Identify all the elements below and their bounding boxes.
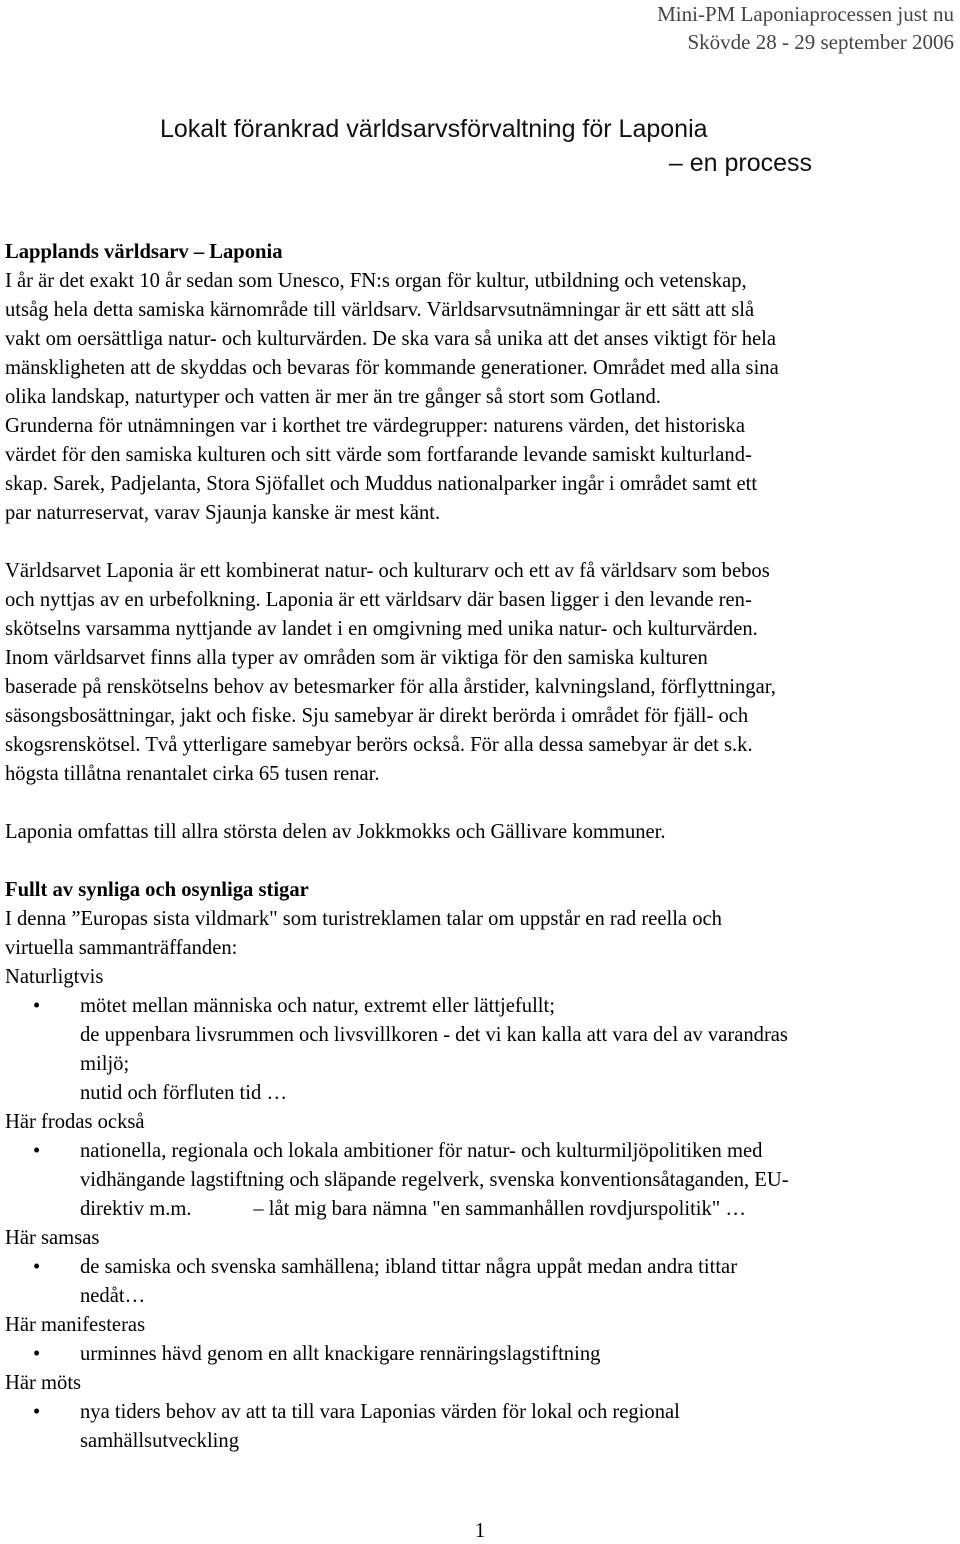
bullet-icon: • (33, 995, 41, 1017)
paragraph-1 (5, 267, 957, 528)
paragraph-line: högsta tillåtna renantalet cirka 65 tusen renar. (5, 763, 380, 785)
paragraph-line: skap. Sarek, Padjelanta, Stora Sjöfallet och Muddus nationalparker ingår i området samt ett (5, 473, 758, 495)
title-line-2: – en process (668, 149, 812, 177)
paragraph-line: mänskligheten att de skyddas och bevaras för kommande generationer. Området med alla sina (5, 357, 779, 379)
section-heading-laponia: Lapplands världsarv – Laponia (5, 241, 283, 263)
bullet-item (5, 1253, 957, 1311)
intro-line: I denna ”Europas sista vildmark" som turistreklamen talar om uppstår en rad reella och (5, 908, 722, 930)
paragraph-line: olika landskap, naturtyper och vatten är mer än tre gånger så stort som Gotland. (5, 386, 661, 408)
header-line-1: Mini-PM Laponiaprocessen just nu (657, 2, 954, 26)
page-number: 1 (474, 1520, 486, 1542)
group-label: Naturligtvis (5, 966, 104, 988)
paragraph-2 (5, 557, 957, 789)
bullet-line: direktiv m.m. – låt mig bara nämna "en sammanhållen rovdjurspolitik" … (80, 1198, 746, 1220)
header-line-2: Skövde 28 - 29 september 2006 (687, 30, 954, 54)
group-label: Här manifesteras (5, 1314, 146, 1336)
bullet-line: mötet mellan människa och natur, extremt eller lättjefullt; (80, 995, 555, 1017)
bullet-item (5, 1137, 957, 1224)
bullet-item (5, 1398, 957, 1456)
group-label: Här möts (5, 1372, 82, 1394)
paragraph-line: Inom världsarvet finns alla typer av områden som är viktiga för den samiska kulturen (5, 647, 708, 669)
bullet-item (5, 1340, 957, 1369)
bullet-line: nedåt… (80, 1285, 146, 1307)
bullet-line: nutid och förfluten tid … (80, 1082, 288, 1104)
bullet-item (5, 992, 957, 1108)
bullet-icon: • (33, 1343, 41, 1365)
paragraph-line: och nyttjas av en urbefolkning. Laponia är ett världsarv där basen ligger i den levande ren- (5, 589, 752, 611)
paragraph-line: par naturreservat, varav Sjaunja kanske är mest känt. (5, 502, 441, 524)
paragraph-line: baserade på renskötselns behov av betesmarker för alla årstider, kalvningsland, förflyttningar, (5, 676, 776, 698)
bullet-line: de uppenbara livsrummen och livsvillkoren - det vi kan kalla att vara del av varandras (80, 1024, 788, 1046)
paragraph-line: Grunderna för utnämningen var i korthet tre värdegrupper: naturens värden, det historiska (5, 415, 745, 437)
bullet-line: urminnes hävd genom en allt knackigare rennäringslagstiftning (80, 1343, 601, 1365)
bullet-line: de samiska och svenska samhällena; ibland tittar några uppåt medan andra tittar (80, 1256, 738, 1278)
paragraph-3: Laponia omfattas till allra största delen av Jokkmokks och Gällivare kommuner. (5, 821, 666, 843)
bullet-line: nya tiders behov av att ta till vara Laponias värden för lokal och regional (80, 1401, 680, 1423)
bullet-line: samhällsutveckling (80, 1430, 239, 1452)
bullet-line: nationella, regionala och lokala ambitioner för natur- och kulturmiljöpolitiken med (80, 1140, 763, 1162)
bullet-icon: • (33, 1256, 41, 1278)
page-header (657, 0, 954, 56)
paragraph-line: värdet för den samiska kulturen och sitt värde som fortfarande levande samiskt kulturland- (5, 444, 752, 466)
paragraph-line: skötselns varsamma nyttjande av landet i en omgivning med unika natur- och kulturvärden. (5, 618, 758, 640)
paragraph-line: säsongsbosättningar, jakt och fiske. Sju samebyar är direkt berörda i området för fjäll- och (5, 705, 749, 727)
bullet-line: miljö; (80, 1053, 130, 1075)
bullet-line: vidhängande lagstiftning och släpande regelverk, svenska konventionsåtaganden, EU- (80, 1169, 789, 1191)
paragraph-line: Världsarvet Laponia är ett kombinerat natur- och kulturarv och ett av få världsarv som bebos (5, 560, 770, 582)
paragraph-line: utsåg hela detta samiska kärnområde till världsarv. Världsarvsutnämningar är ett sätt att slå (5, 299, 755, 321)
paragraph-line: skogsrenskötsel. Två ytterligare samebyar berörs också. För alla dessa samebyar är det s.k. (5, 734, 753, 756)
paragraph-line: vakt om oersättliga natur- och kulturvärden. De ska vara så unika att det anses viktigt för hela (5, 328, 777, 350)
title-line-1: Lokalt förankrad världsarvsförvaltning för Laponia (160, 115, 708, 143)
document-title (160, 112, 812, 180)
group-label: Här frodas också (5, 1111, 145, 1133)
bullet-icon: • (33, 1401, 41, 1423)
section-heading-stigar: Fullt av synliga och osynliga stigar (5, 879, 309, 901)
bullet-icon: • (33, 1140, 41, 1162)
group-label: Här samsas (5, 1227, 100, 1249)
paragraph-line: I år är det exakt 10 år sedan som Unesco, FN:s organ för kultur, utbildning och vetenskap, (5, 270, 747, 292)
document-body (5, 238, 957, 1456)
intro-line: virtuella sammanträffanden: (5, 937, 238, 959)
